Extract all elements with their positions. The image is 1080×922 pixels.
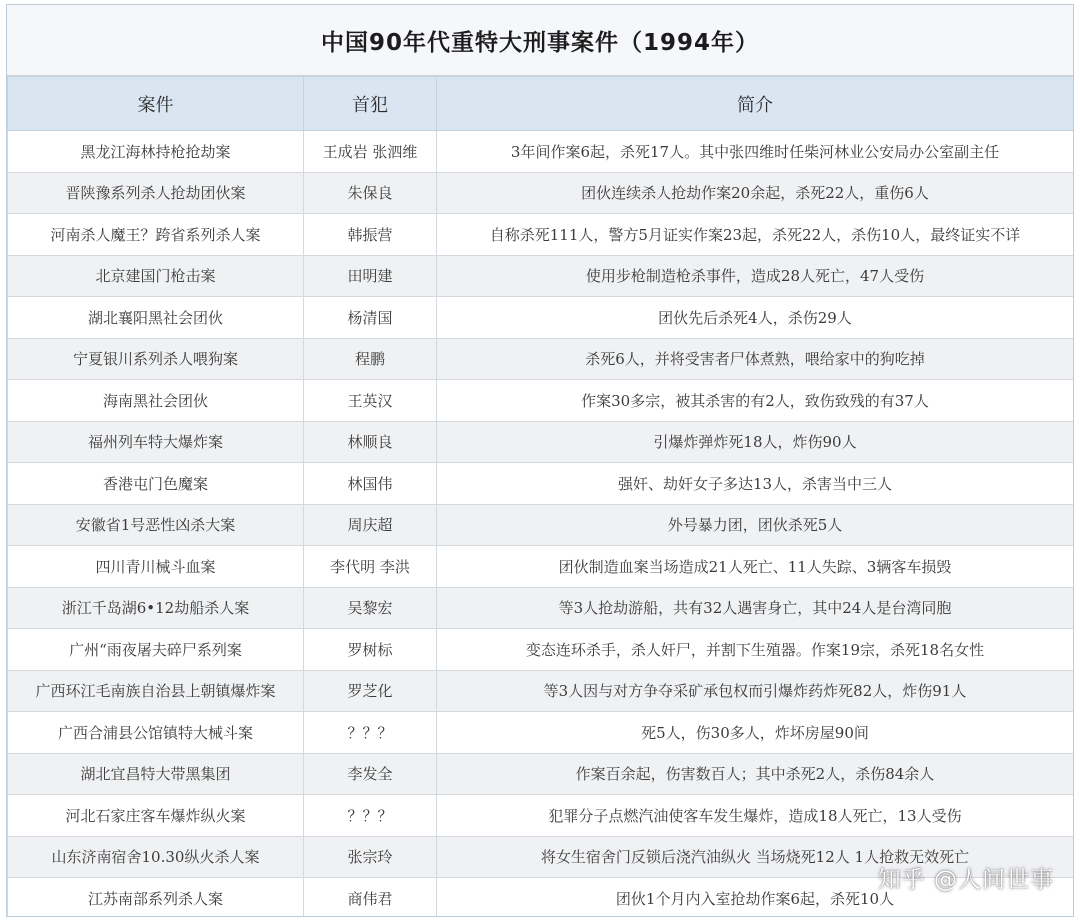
cell-case: 北京建国门枪击案 (8, 255, 304, 297)
table-row (8, 297, 1074, 339)
case-table (7, 76, 1074, 917)
table-row (8, 878, 1074, 918)
cell-summary: 等3人因与对方争夺采矿承包权而引爆炸药炸死82人，炸伤91人 (437, 670, 1074, 712)
cell-summary: 团伙制造血案当场造成21人死亡、11人失踪、3辆客车损毁 (437, 546, 1074, 588)
cell-case: 四川青川械斗血案 (8, 546, 304, 588)
cell-culprit: 韩振营 (304, 214, 437, 256)
cell-culprit: 周庆超 (304, 504, 437, 546)
cell-summary: 使用步枪制造枪杀事件，造成28人死亡，47人受伤 (437, 255, 1074, 297)
cell-culprit: 朱保良 (304, 172, 437, 214)
header-summary: 简介 (437, 77, 1074, 131)
cell-culprit: 杨清国 (304, 297, 437, 339)
cell-case: 宁夏银川系列杀人喂狗案 (8, 338, 304, 380)
cell-case: 黑龙江海林持枪抢劫案 (8, 131, 304, 173)
cell-culprit: 张宗玲 (304, 836, 437, 878)
cell-summary: 外号暴力团，团伙杀死5人 (437, 504, 1074, 546)
cell-culprit: ？？？ (304, 795, 437, 837)
cell-culprit: 李发全 (304, 753, 437, 795)
cell-culprit: 罗芝化 (304, 670, 437, 712)
table-row (8, 463, 1074, 505)
table-row (8, 670, 1074, 712)
cell-summary: 3年间作案6起，杀死17人。其中张四维时任柴河林业公安局办公室副主任 (437, 131, 1074, 173)
cell-summary: 引爆炸弹炸死18人，炸伤90人 (437, 421, 1074, 463)
cell-summary: 变态连环杀手，杀人奸尸，并割下生殖器。作案19宗，杀死18名女性 (437, 629, 1074, 671)
cell-case: 海南黑社会团伙 (8, 380, 304, 422)
table-row (8, 421, 1074, 463)
table-row (8, 753, 1074, 795)
cell-case: 广西环江毛南族自治县上朝镇爆炸案 (8, 670, 304, 712)
cell-case: 浙江千岛湖6•12劫船杀人案 (8, 587, 304, 629)
cell-culprit: 林顺良 (304, 421, 437, 463)
cell-case: 福州列车特大爆炸案 (8, 421, 304, 463)
cell-case: 河北石家庄客车爆炸纵火案 (8, 795, 304, 837)
cell-culprit: 林国伟 (304, 463, 437, 505)
header-row (8, 77, 1074, 131)
table-row (8, 712, 1074, 754)
cell-summary: 团伙1个月内入室抢劫作案6起，杀死10人 (437, 878, 1074, 918)
cell-culprit: ？？？ (304, 712, 437, 754)
cell-case: 湖北宜昌特大带黑集团 (8, 753, 304, 795)
cell-culprit: 吴黎宏 (304, 587, 437, 629)
cell-culprit: 商伟君 (304, 878, 437, 918)
table-row (8, 131, 1074, 173)
table-title: 中国90年代重特大刑事案件（1994年） (320, 29, 760, 56)
table-row (8, 629, 1074, 671)
cell-case: 湖北襄阳黑社会团伙 (8, 297, 304, 339)
table-row (8, 380, 1074, 422)
table-container (6, 4, 1074, 917)
table-row (8, 504, 1074, 546)
table-row (8, 546, 1074, 588)
cell-summary: 犯罪分子点燃汽油使客车发生爆炸，造成18人死亡，13人受伤 (437, 795, 1074, 837)
header-case: 案件 (8, 77, 304, 131)
cell-summary: 团伙连续杀人抢劫作案20余起，杀死22人，重伤6人 (437, 172, 1074, 214)
cell-culprit: 田明建 (304, 255, 437, 297)
cell-culprit: 程鹏 (304, 338, 437, 380)
cell-summary: 作案30多宗，被其杀害的有2人，致伤致残的有37人 (437, 380, 1074, 422)
cell-case: 山东济南宿舍10.30纵火杀人案 (8, 836, 304, 878)
cell-summary: 死5人，伤30多人，炸坏房屋90间 (437, 712, 1074, 754)
cell-summary: 等3人抢劫游船，共有32人遇害身亡，其中24人是台湾同胞 (437, 587, 1074, 629)
table-row (8, 338, 1074, 380)
cell-summary: 团伙先后杀死4人，杀伤29人 (437, 297, 1074, 339)
title-bar (7, 5, 1073, 76)
cell-culprit: 李代明 李洪 (304, 546, 437, 588)
cell-case: 广西合浦县公馆镇特大械斗案 (8, 712, 304, 754)
cell-case: 晋陕豫系列杀人抢劫团伙案 (8, 172, 304, 214)
zhihu-watermark: 知乎 @人间世事 (877, 867, 1054, 893)
cell-summary: 作案百余起，伤害数百人；其中杀死2人，杀伤84余人 (437, 753, 1074, 795)
cell-summary: 杀死6人，并将受害者尸体煮熟，喂给家中的狗吃掉 (437, 338, 1074, 380)
table-row (8, 172, 1074, 214)
cell-culprit: 王英汉 (304, 380, 437, 422)
table-row (8, 255, 1074, 297)
cell-culprit: 罗树标 (304, 629, 437, 671)
table-row (8, 587, 1074, 629)
cell-case: 安徽省1号恶性凶杀大案 (8, 504, 304, 546)
cell-summary: 将女生宿舍门反锁后浇汽油纵火 当场烧死12人 1人抢救无效死亡 (437, 836, 1074, 878)
table-row (8, 836, 1074, 878)
table-row (8, 795, 1074, 837)
header-culprit: 首犯 (304, 77, 437, 131)
cell-summary: 强奸、劫奸女子多达13人，杀害当中三人 (437, 463, 1074, 505)
cell-case: 广州“雨夜屠夫碎尸系列案 (8, 629, 304, 671)
cell-culprit: 王成岩 张泗维 (304, 131, 437, 173)
cell-case: 河南杀人魔王？跨省系列杀人案 (8, 214, 304, 256)
table-row (8, 214, 1074, 256)
cell-case: 香港屯门色魔案 (8, 463, 304, 505)
cell-summary: 自称杀死111人，警方5月证实作案23起，杀死22人，杀伤10人，最终证实不详 (437, 214, 1074, 256)
cell-case: 江苏南部系列杀人案 (8, 878, 304, 918)
